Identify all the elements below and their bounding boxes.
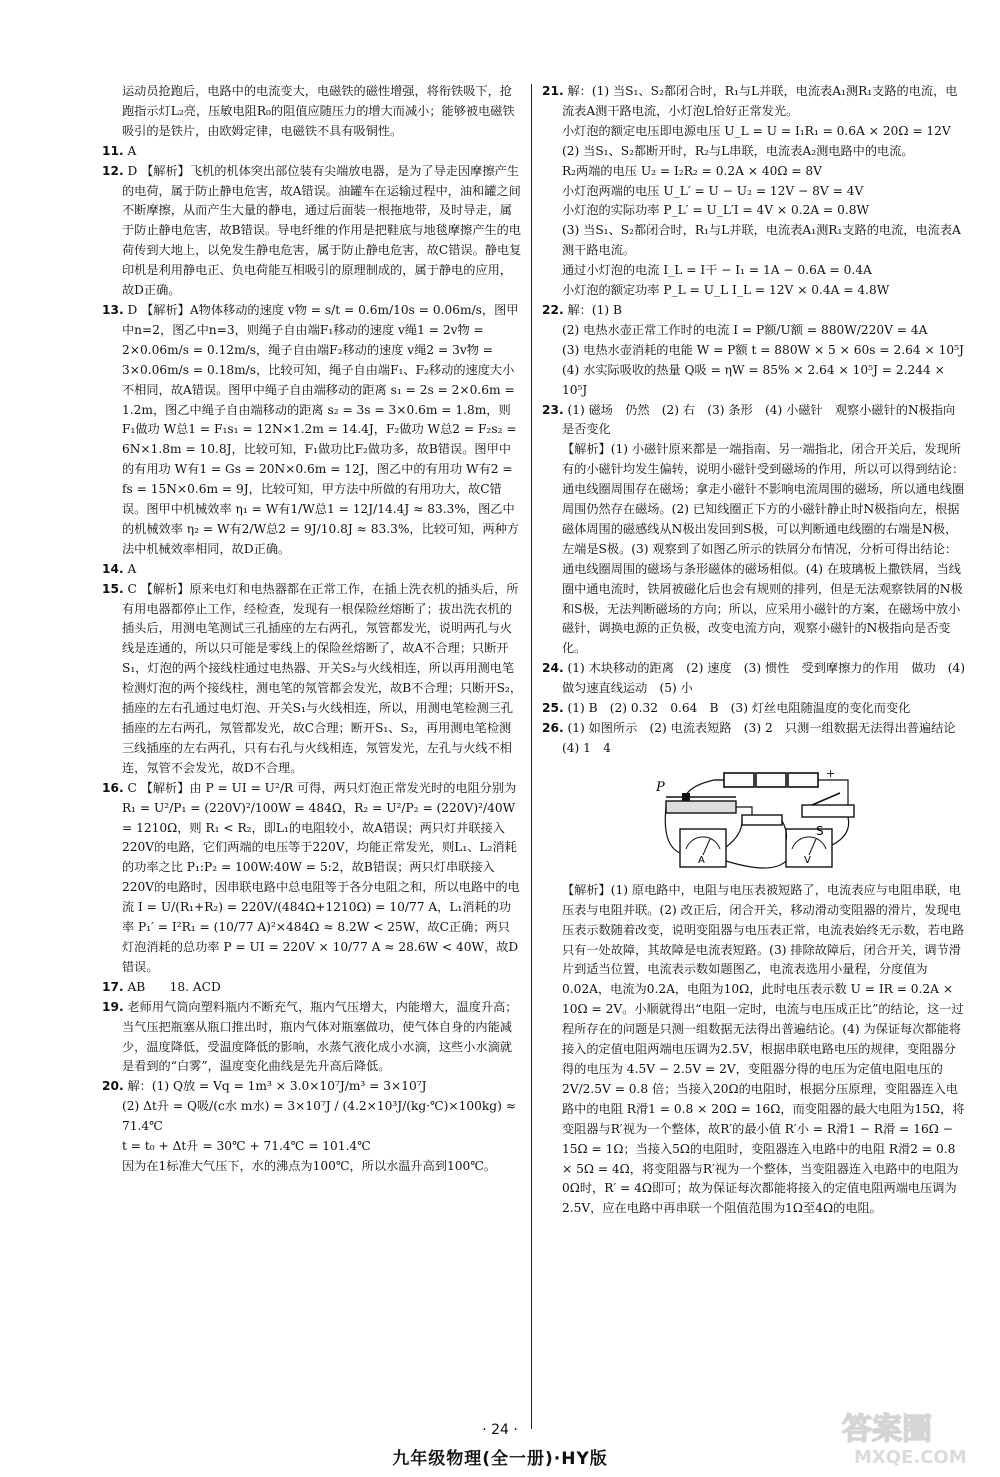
question-number: 13. bbox=[102, 302, 124, 317]
answer-21-line bbox=[542, 201, 967, 221]
answer-text: 运动员抢跑后，电路中的电流变大，电磁铁的磁性增强，将衔铁吸下，抢跑指示灯L₂亮，压敏电阻R₀的阻值应随压力的增大而减小；能够被电磁铁吸引的是铁片，由欧姆定律，电磁铁不具有吸铜性。 bbox=[122, 84, 515, 138]
answer-text: D 【解析】飞机的机体突出部位装有尖端放电器，是为了导走因摩擦产生的电荷，属于防止静电危害，故A错误。油罐车在运输过程中，油和罐之间不断摩擦，从而产生大量的静电，通过后面装一根拖地带，及时导走，属于防止静电危害，故B错误。导电纤维的作用是把鞋底与地毯摩擦产生的电荷传到大地上，以免发生静电危害，属于防止静电危害，故C错误。静电复印机是利用静电正、负电荷能互相吸引的原理制成的，属于静电的应用，故D正确。 bbox=[122, 163, 522, 298]
answer-26-analysis bbox=[542, 881, 967, 1219]
answer-text: C 【解析】由 P = UI = U²/R 可得，两只灯泡正常发光时的电阻分别为 R₁ = U²/P₁ = (220V)²/100W = 484Ω，R₂ = U²/P₂ = (220V)²/40W = 1210Ω，则 R₁ < R₂，即L₁的电阻较小，故A错误；两只灯并联接入220V的电路，它们两端的电压等于220V，均能正常发光，则L₁、L₂消耗的功率之比 P₁:P₂ = 100W:40W = 5:2，故B错误；两只灯串联接入220V的电路时，因串联电路中总电阻等于各分电阻之和，所以电路中的电流 I = U/(R₁+R₂) = 220V/(484Ω+1210Ω) = 10/77 A，L₁消耗的功率 P₁′ = I²R₁ = (10/77 A)²×484Ω ≈ 8.2W < 25W，故C正确；两只灯泡消耗的总功率 P = UI = 220V × 10/77 A ≈ 28.6W < 40W，故D错误。 bbox=[122, 780, 520, 974]
answer-19 bbox=[102, 998, 522, 1078]
answer-12 bbox=[102, 162, 522, 301]
answer-text: (1) 木块移动的距离 (2) 速度 (3) 惯性 受到摩擦力的作用 做功 (4) 做匀速直线运动 (5) 小 bbox=[562, 661, 966, 696]
answer-text: 因为在1标准大气压下，水的沸点为100℃，所以水温升高到100℃。 bbox=[122, 1158, 497, 1173]
answer-17-18 bbox=[102, 978, 522, 998]
answer-22 bbox=[542, 301, 967, 321]
answer-text: (1) 如图所示 (2) 电流表短路 (3) 2 只测一组数据无法得出普遍结论 (4) 1 4 bbox=[562, 721, 968, 755]
answer-text: t = t₀ + Δt升 = 30℃ + 71.4℃ = 101.4℃ bbox=[122, 1139, 371, 1154]
answer-text: 小灯泡的实际功率 P_L′ = U_L′I = 4V × 0.2A = 0.8W bbox=[562, 203, 870, 218]
battery-cell bbox=[788, 773, 818, 787]
answer-text: 小灯泡的额定电压即电源电压 U_L = U = I₁R₁ = 0.6A × 20Ω = 12V bbox=[562, 123, 951, 138]
answer-21-line bbox=[542, 221, 967, 261]
answer-text: 小灯泡两端的电压 U_L′ = U − U₂ = 12V − 8V = 4V bbox=[562, 183, 864, 198]
answer-text: (3) 当S₁、S₂都闭合时，R₁与L并联，电流表A₁测R₁支路的电流，电流表A测干路电流。 bbox=[562, 223, 961, 258]
answer-15 bbox=[102, 580, 522, 779]
watermark-url: MXQE.COM bbox=[854, 1447, 967, 1468]
question-number: 21. bbox=[542, 84, 564, 98]
answer-20-part3 bbox=[102, 1137, 522, 1157]
answer-text: A bbox=[127, 143, 137, 158]
right-column bbox=[542, 82, 967, 1219]
question-number: 16. bbox=[102, 780, 124, 795]
answer-13 bbox=[102, 301, 522, 560]
watermark-logo bbox=[832, 1401, 992, 1471]
answer-text: 解：(1) 当S₁、S₂都闭合时，R₁与L并联，电流表A₁测R₁支路的电流，电流表A测干路电流，小灯泡L恰好正常发光。 bbox=[562, 84, 958, 118]
positive-terminal-label: + bbox=[826, 766, 836, 780]
answer-text: 老师用气筒向塑料瓶内不断充气，瓶内气压增大，内能增大，温度升高；当气压把瓶塞从瓶口推出时，瓶内气体对瓶塞做功，使气体自身的内能减少，温度降低，受温度降低的影响，水蒸气液化成小水滴，这些小水滴就是看到的“白雾”，温度变化曲线是先升高后降低。 bbox=[122, 999, 518, 1074]
question-number: 19. bbox=[102, 999, 124, 1014]
answer-text: (4) 水实际吸收的热量 Q吸 = ηW = 85% × 2.64 × 10⁵J = 2.244 × 10⁵J bbox=[562, 362, 945, 397]
answer-21-line bbox=[542, 142, 967, 162]
answer-text: (1) 磁场 仍然 (2) 右 (3) 条形 (4) 小磁针 观察小磁针的N极指向是否变化 bbox=[562, 402, 956, 437]
book-title: 九年级物理(全一册)·HY版 bbox=[392, 1449, 608, 1469]
question-number: 15. bbox=[102, 581, 124, 596]
answer-text: C 【解析】原来电灯和电热器都在正常工作，在插上洗衣机的插头后，所有用电器都停止工作，经检查，发现有一根保险丝熔断了；拔出洗衣机的插头后，用测电笔测试三孔插座的左右两孔，氖管都发光，说明两孔与火线是连通的，所以只可能是零线上的保险丝熔断了，故A不合理；只断开S₁，灯泡的两个接线柱通过电热器、开关S₂与火线相连，所以再用测电笔检测灯泡的两个接线柱，测电笔的氖管都会发光，故B不合理；只断开S₂，插座的左右孔通过电灯泡、开关S₁与火线相连，所以，用测电笔检测三孔插座的左右两孔，氖管都发光，故C合理；断开S₁、S₂，再用测电笔检测三线插座的左右两孔，只有右孔与火线相连，氖管发光，左孔与火线不相连，氖管不会发光，故D不合理。 bbox=[122, 581, 523, 775]
answer-21-line bbox=[542, 182, 967, 202]
rheostat bbox=[666, 801, 736, 813]
voltmeter-label: V bbox=[804, 854, 811, 866]
question-number: 11. bbox=[102, 143, 124, 158]
question-number: 25. bbox=[542, 701, 564, 716]
answer-21-line bbox=[542, 261, 967, 281]
answer-21-line bbox=[542, 281, 967, 301]
circuit-figure bbox=[652, 765, 862, 877]
question-number: 26. bbox=[542, 721, 564, 735]
resistor bbox=[742, 815, 782, 825]
answer-text: 【解析】(1) 小磁针原来都是一端指南、另一端指北，闭合开关后，发现所有的小磁针均发生偏转，说明小磁针受到磁场的作用，所以可以得到结论：通电线圈周围存在磁场；拿走小磁针不影响电流周围的磁场，所以通电线圈周围仍然存在磁场。(2) 已知线圈正下方的小磁针静止时N极指向左，根据磁体周围的磁感线从N极出发回到S极，可以判断通电线圈的右端是N极，左端是S极。(3) 观察到了如图乙所示的铁屑分布情况，分析可得出结论：通电线圈周围的磁场与条形磁体的磁场相似。(4) 在玻璃板上撒铁屑，当线圈中通电流时，铁屑被磁化后也会有规则的排列，但是无法观察铁屑的N极和S极，无法判断磁场的方向；所以，应采用小磁针的方案，在磁场中放小磁针，调换电源的正负极，改变电流方向，观察小磁针的N极指向是否变化。 bbox=[562, 442, 965, 656]
answer-24 bbox=[542, 659, 967, 699]
answer-text: (1) B (2) 0.32 0.64 B (3) 灯丝电阻随温度的变化而变化 bbox=[567, 701, 911, 716]
watermark-text: 答案圈 bbox=[842, 1412, 932, 1447]
answer-21 bbox=[542, 82, 967, 122]
answer-26 bbox=[542, 719, 967, 759]
question-number: 17. bbox=[102, 979, 124, 994]
answer-text: AB 18. ACD bbox=[127, 979, 221, 994]
battery-cell bbox=[756, 773, 786, 787]
answer-11 bbox=[102, 142, 522, 162]
answer-16 bbox=[102, 779, 522, 978]
column-divider bbox=[531, 84, 532, 1429]
answer-14 bbox=[102, 560, 522, 580]
question-number: 14. bbox=[102, 561, 124, 576]
answer-text: (2) 电热水壶正常工作时的电流 I = P额/U额 = 880W/220V = 4A bbox=[562, 322, 928, 337]
question-number: 12. bbox=[102, 163, 124, 178]
answer-text: A bbox=[127, 561, 137, 576]
answer-21-line bbox=[542, 122, 967, 142]
answer-25 bbox=[542, 699, 967, 719]
switch bbox=[802, 805, 854, 817]
answer-20 bbox=[102, 1077, 522, 1097]
answer-text: 小灯泡的额定功率 P_L = U_L I_L = 12V × 0.4A = 4.8W bbox=[562, 283, 890, 298]
page-number: · 24 · bbox=[482, 1422, 518, 1438]
answer-text: (2) 当S₁、S₂都断开时，R₂与L串联，电流表A₂测电路中的电流。 bbox=[562, 143, 914, 158]
answer-text: 【解析】(1) 原电路中，电阻与电压表被短路了，电流表应与电阻串联，电压表与电阻并联。(2) 改正后，闭合开关，移动滑动变阻器的滑片，发现电压表示数随着改变，说明变阻器与电压表正常，电流表始终无示数，若电路只有一处故障，其故障是电流表短路。(3) 排除故障后，闭合开关，调节滑片到适当位置，电流表示数如题图乙，电流表选用小量程，分度值为0.02A，电流为0.2A，电阻为10Ω，此时电压表示数 U = IR = 0.2A × 10Ω = 2V。小顺就得出“电阻一定时，电流与电压成正比”的结论，这一过程所存在的问题是只测一组数据无法得出普遍结论。(4) 为保证每次都能将接入的定值电阻两端电压调为2.5V，根据串联电路电压的规律，变阻器分得的电压为 4.5V − 2.5V = 2V，变阻器分得的电压为定值电阻电压的 2V/2.5V = 0.8 倍；当接入20Ω的电阻时，根据分压原理，变阻器连入电路中的电阻 R滑1 = 0.8 × 20Ω = 16Ω，而变阻器的最大电阻为15Ω，将变阻器与R′视为一个整体，故R′的最小值 R′小 = R滑1 − R滑 = 16Ω − 15Ω = 1Ω；当接入5Ω的电阻时，变阻器连入电路中的电阻 R滑2 = 0.8 × 5Ω = 4Ω，将变阻器与R′视为一个整体，当变阻器连入电路中的电阻为0Ω时，R′ = 4Ω即可；故为保证每次都能将接入的定值电阻两端电压调为2.5V，应在电路中再串联一个阻值范围为1Ω至4Ω的电阻。 bbox=[562, 882, 965, 1216]
battery-cell bbox=[724, 773, 754, 787]
answer-21-line bbox=[542, 162, 967, 182]
answer-22-line bbox=[542, 361, 967, 401]
left-column bbox=[102, 82, 522, 1177]
answer-22-line bbox=[542, 341, 967, 361]
answer-23 bbox=[542, 401, 967, 441]
ammeter-label: A bbox=[698, 854, 705, 866]
answer-10-continuation bbox=[102, 82, 522, 142]
switch-label: S bbox=[816, 823, 824, 838]
answer-23-analysis bbox=[542, 440, 967, 659]
answer-20-part2 bbox=[102, 1097, 522, 1137]
question-number: 24. bbox=[542, 661, 564, 676]
answer-text: 通过小灯泡的电流 I_L = I干 − I₁ = 1A − 0.6A = 0.4A bbox=[562, 263, 872, 278]
question-number: 20. bbox=[102, 1079, 124, 1094]
answer-text: 解：(1) Q放 = Vq = 1m³ × 3.0×10⁷J/m³ = 3×10⁷J bbox=[127, 1079, 427, 1094]
question-number: 23. bbox=[542, 402, 564, 417]
answer-text: R₂两端的电压 U₂ = I₂R₂ = 0.2A × 40Ω = 8V bbox=[562, 163, 822, 178]
answer-text: 解：(1) B bbox=[567, 302, 622, 317]
answer-text: D 【解析】A物体移动的速度 v物 = s/t = 0.6m/10s = 0.06m/s，图甲中n=2，图乙中n=3，则绳子自由端F₁移动的速度 v绳1 = 2v物 = 2×0.06m/s = 0.12m/s，绳子自由端F₂移动的速度 v绳2 = 3v物 = 3×0.06m/s = 0.18m/s，比较可知，绳子自由端F₁、F₂移动的速度大小不相同，故A错误。图甲中绳子自由端移动的距离 s₁ = 2s = 2×0.6m = 1.2m，图乙中绳子自由端移动的距离 s₂ = 3s = 3×0.6m = 1.8m，则F₁做功 W总1 = F₁s₁ = 12N×1.2m = 14.4J，F₂做功 W总2 = F₂s₂ = 6N×1.8m = 10.8J，比较可知，F₁做功比F₂做功多，故B错误。图甲中的有用功 W有1 = Gs = 20N×0.6m = 12J，图乙中的有用功 W有2 = fs = 15N×0.6m = 9J，比较可知，甲方法中所做的有用功大，故C错误。图甲中机械效率 η₁ = W有1/W总1 = 12J/14.4J ≈ 83.3%，图乙中的机械效率 η₂ = W有2/W总2 = 9J/10.8J ≈ 83.3%，比较可知，两种方法中机械效率相同，故D正确。 bbox=[122, 302, 520, 556]
question-number: 22. bbox=[542, 302, 564, 317]
slider-label: P bbox=[656, 779, 665, 795]
answer-20-part4 bbox=[102, 1157, 522, 1177]
answer-22-line bbox=[542, 321, 967, 341]
answer-text: (3) 电热水壶消耗的电能 W = P额 t = 880W × 5 × 60s = 2.64 × 10⁵J bbox=[562, 342, 964, 357]
answer-text: (2) Δt升 = Q吸/(c水 m水) = 3×10⁷J / (4.2×10³J/(kg·℃)×100kg) ≈ 71.4℃ bbox=[122, 1099, 516, 1134]
